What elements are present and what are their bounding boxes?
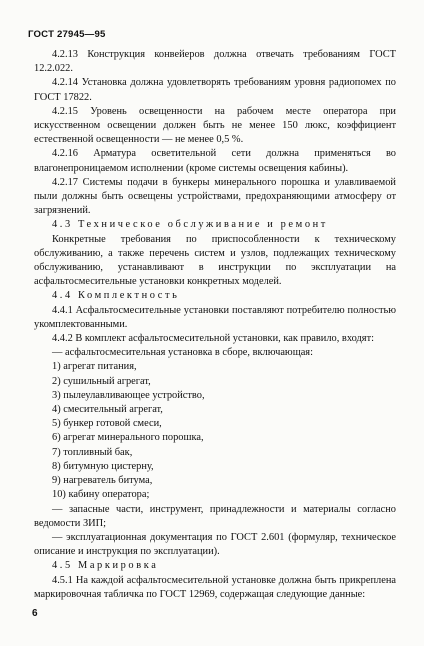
clause-4-4-1: 4.4.1 Асфальтосмесительные установки поставляют потребителю полностью укомплектованными. xyxy=(34,304,396,330)
clause-4-2-16: 4.2.16 Арматура осветительной сети должна применяться во влагонепроницаемом исполнении (кроме системы освещения кабины). xyxy=(34,148,396,174)
list-dash-item: — эксплуатационная документация по ГОСТ 2.601 (формуляр, техническое описание и инструкция по эксплуатации). xyxy=(34,531,396,558)
list-dash-item: — запасные части, инструмент, принадлежности и материалы согласно ведомости ЗИП; xyxy=(34,503,396,529)
list-item: 6) агрегат минерального порошка, xyxy=(52,432,204,444)
list-item: 7) топливный бак, xyxy=(52,446,133,458)
clause-4-5-1: 4.5.1 На каждой асфальтосмесительной установке должна быть прикреплена маркировочная табличка по ГОСТ 12969, содержащая следующие данные: xyxy=(34,574,396,600)
section-heading-4-4: 4.4 Комплектность xyxy=(52,290,180,302)
list-item: 5) бункер готовой смеси, xyxy=(52,418,162,430)
document-body xyxy=(34,48,396,602)
clause-4-2-14: 4.2.14 Установка должна удовлетворять требованиям уровня радиопомех по ГОСТ 17822. xyxy=(34,77,396,103)
list-item: 3) пылеулавливающее устройство, xyxy=(52,389,205,401)
clause-4-4-2: 4.4.2 В комплект асфальтосмесительной установки, как правило, входят: xyxy=(52,333,375,345)
section-heading-4-5: 4.5 Маркировка xyxy=(52,560,159,572)
list-item: 4) смесительный агрегат, xyxy=(52,404,163,416)
page-number: 6 xyxy=(32,608,38,619)
clause-4-3-text: Конкретные требования по приспособленности к техническому обслуживанию, а также перечень систем и узлов, подлежащих техническому обслуживанию, устанавливают в инструкции по эксплуатации на асфальтосмесительные установки конкретных моделей. xyxy=(34,233,396,288)
clause-4-2-17: 4.2.17 Системы подачи в бункеры минерального порошка и улавливаемой пыли должны быть освещены устройствами, предохраняющими атмосферу от загрязнений. xyxy=(34,176,396,217)
section-heading-4-3: 4.3 Техническое обслуживание и ремонт xyxy=(52,219,328,231)
document-header: ГОСТ 27945—95 xyxy=(28,29,106,40)
list-item: 8) битумную цистерну, xyxy=(52,460,154,472)
list-item: 10) кабину оператора; xyxy=(52,489,150,501)
clause-4-2-13: 4.2.13 Конструкция конвейеров должна отвечать требованиям ГОСТ 12.2.022. xyxy=(34,49,396,75)
list-item: 9) нагреватель битума, xyxy=(52,475,153,487)
clause-4-2-15: 4.2.15 Уровень освещенности на рабочем месте оператора при искусственном освещении должен быть не менее 150 люкс, коэффициент естественной освещенности — не менее 0,5 %. xyxy=(34,105,396,146)
list-item: 2) сушильный агрегат, xyxy=(52,375,151,387)
list-dash-item: — асфальтосмесительная установка в сборе, включающая: xyxy=(52,347,313,359)
list-item: 1) агрегат питания, xyxy=(52,361,137,373)
